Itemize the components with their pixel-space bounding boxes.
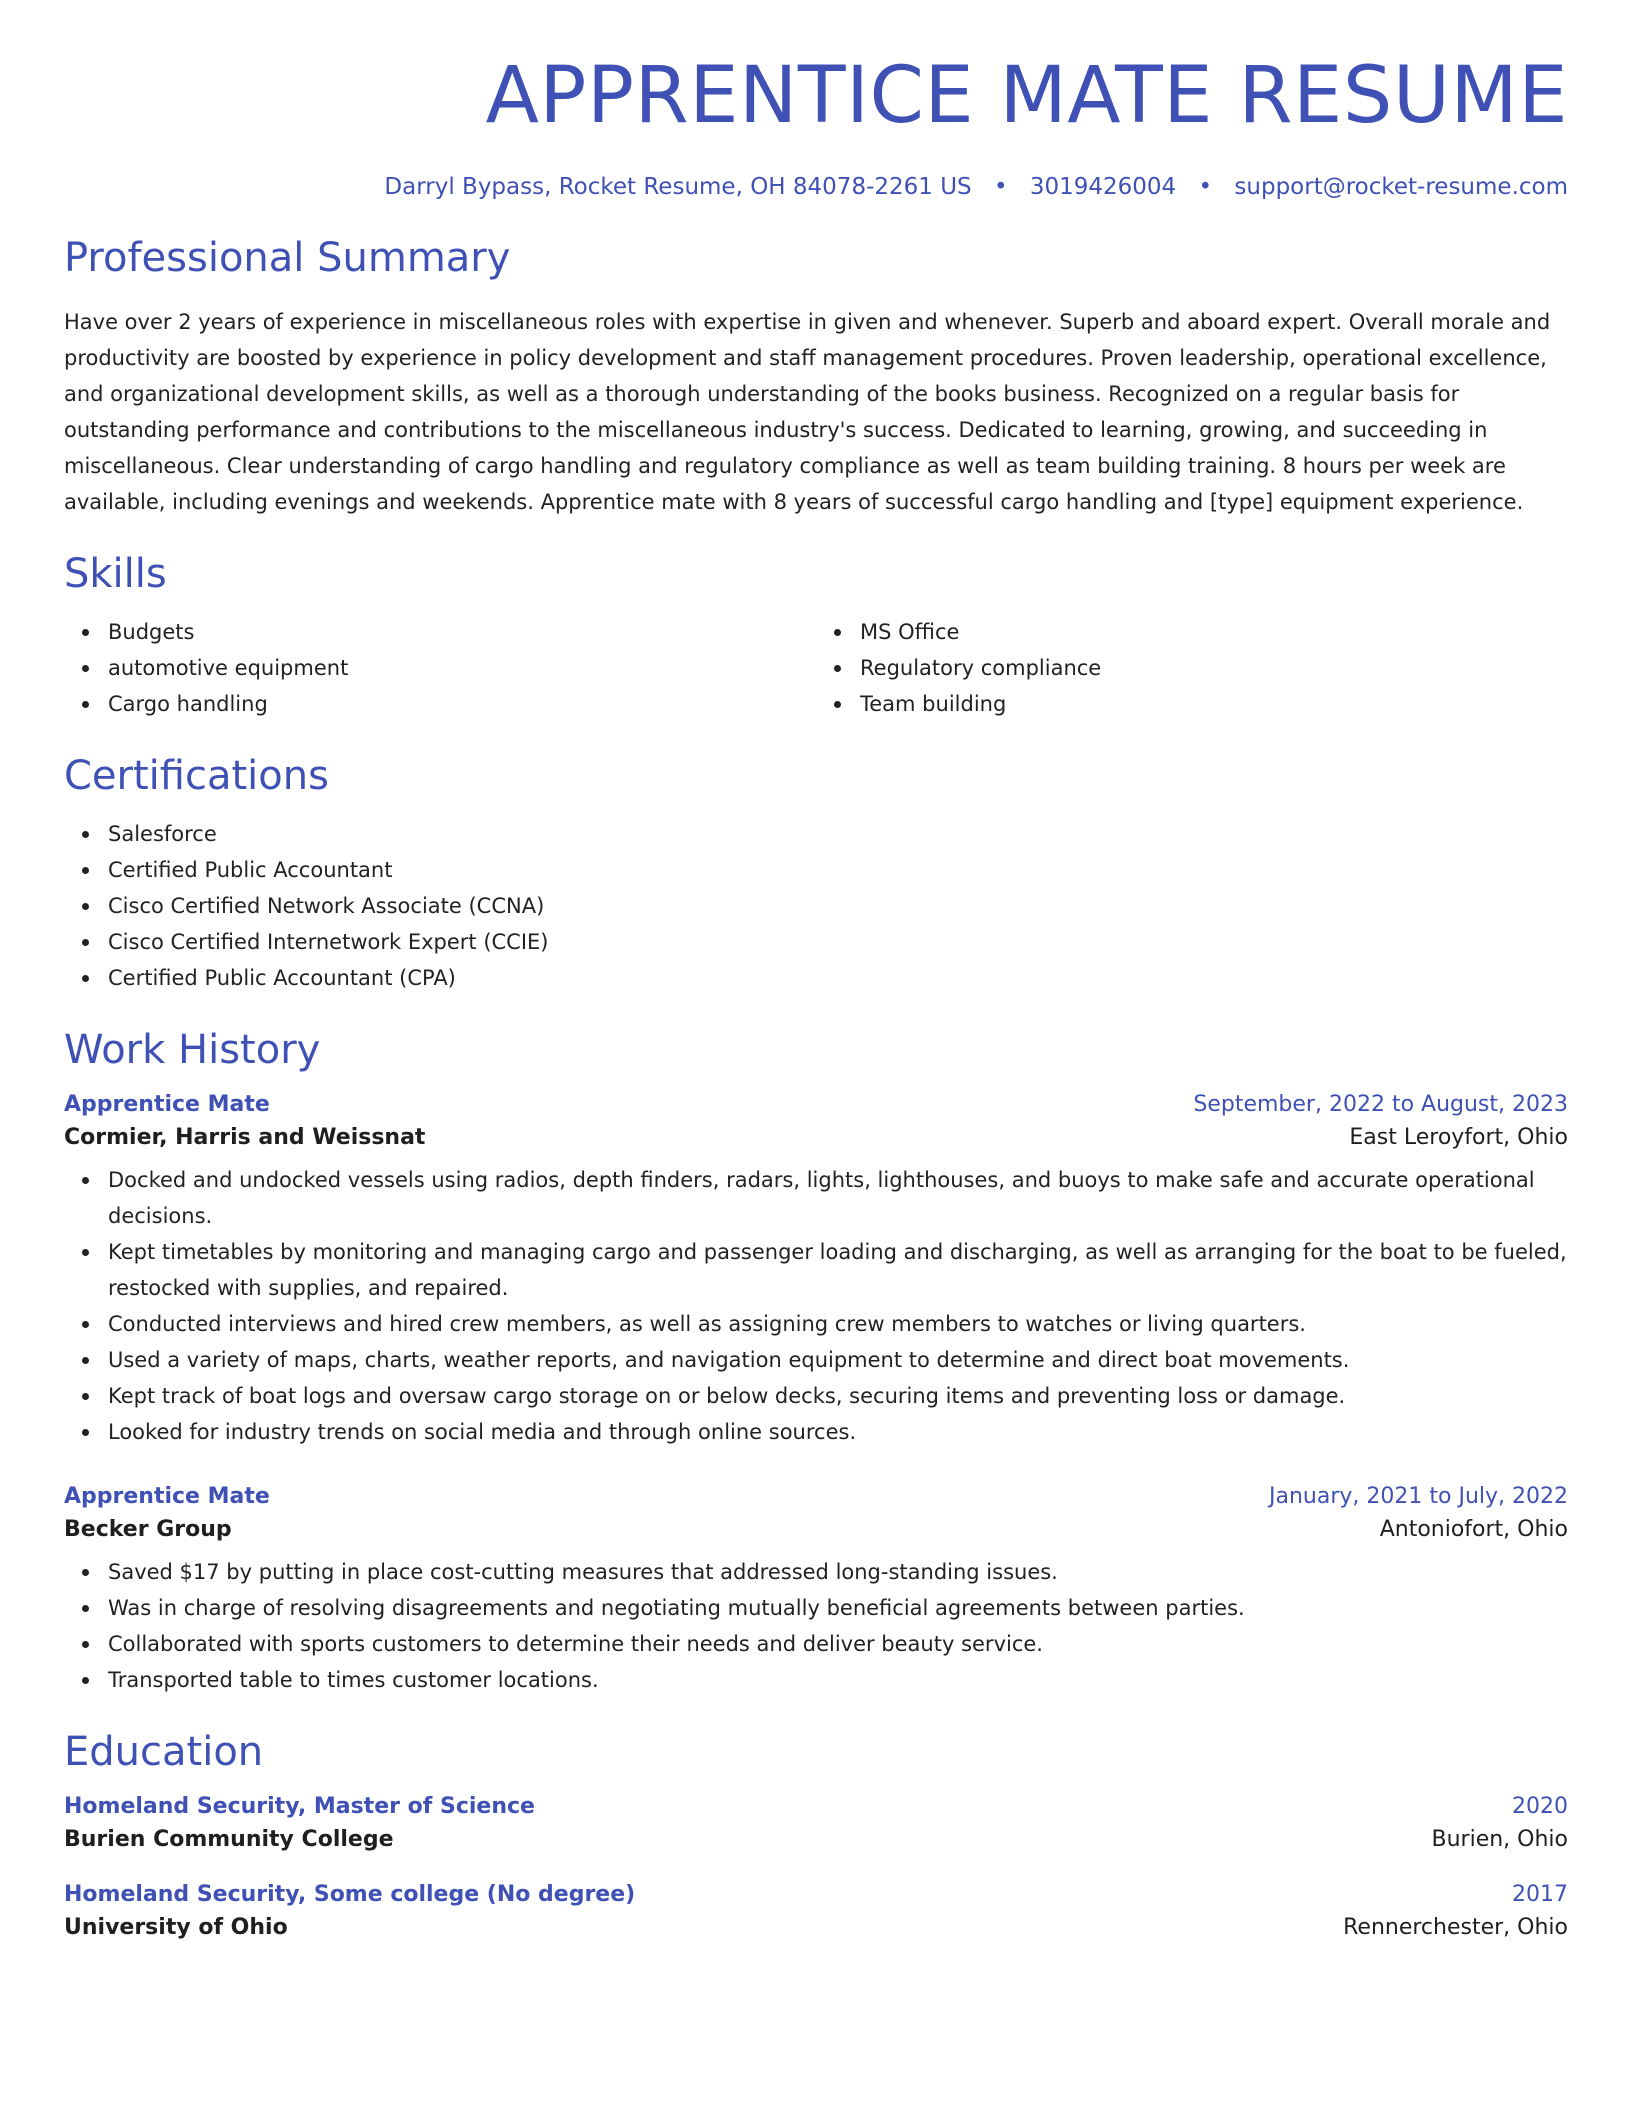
job-header-row [64, 1484, 1568, 1509]
section-title-skills: Skills [64, 550, 167, 597]
resume-title: APPRENTICE MATE RESUME [485, 51, 1568, 141]
skills-column-left [64, 598, 816, 722]
job-header-row [64, 1092, 1568, 1117]
skills-grid [64, 598, 1568, 722]
skill-item: MS Office [860, 614, 1568, 650]
job-bullet: Was in charge of resolving disagreements and negotiating mutually beneficial agreements between parties. [108, 1590, 1568, 1626]
education-school: Burien Community College [64, 1826, 394, 1852]
job-bullet: Transported table to times customer locations. [108, 1662, 1568, 1698]
job-company: Cormier, Harris and Weissnat [64, 1124, 426, 1150]
section-title-certifications: Certifications [64, 752, 329, 799]
summary-text: Have over 2 years of experience in miscellaneous roles with expertise in given and whenever. Superb and aboard expert. Overall morale and productivity are boosted by experience in policy development and staff management procedures. Proven leadership, operational excellence, and organizational development skills, as well as a thorough understanding of the books business. Recognized on a regular basis for outstanding performance and contributions to the miscellaneous industry's success. Dedicated to learning, growing, and succeeding in miscellaneous. Clear understanding of cargo handling and regulatory compliance as well as team building training. 8 hours per week are available, including evenings and weekends. Apprentice mate with 8 years of successful cargo handling and [type] equipment experience. [64, 309, 1551, 514]
job-dates: September, 2022 to August, 2023 [1193, 1091, 1568, 1117]
job-bullets [64, 1554, 1568, 1698]
job-entry [64, 1484, 1568, 1698]
job-dates: January, 2021 to July, 2022 [1269, 1483, 1568, 1509]
skill-item: Cargo handling [108, 686, 816, 722]
education-degree: Homeland Security, Master of Science [64, 1793, 535, 1819]
certification-item: Certified Public Accountant [108, 852, 1568, 888]
section-title-summary: Professional Summary [64, 234, 511, 281]
skill-item: Team building [860, 686, 1568, 722]
job-bullet: Docked and undocked vessels using radios, depth finders, radars, lights, lighthouses, and buoys to make safe and accurate operational decisions. [108, 1162, 1568, 1234]
job-location: Antoniofort, Ohio [1379, 1516, 1568, 1542]
education-location: Rennerchester, Ohio [1343, 1914, 1568, 1940]
education-section [64, 1728, 1568, 1940]
job-bullet: Saved $17 by putting in place cost-cutting measures that addressed long-standing issues. [108, 1554, 1568, 1590]
certification-item: Cisco Certified Internetwork Expert (CCIE) [108, 924, 1568, 960]
contact-line [64, 174, 1568, 200]
contact-address: Darryl Bypass, Rocket Resume, OH 84078-2261 US [384, 173, 972, 200]
job-company-row [64, 1125, 1568, 1150]
work-history-section [64, 1026, 1568, 1698]
skills-section [64, 550, 1568, 722]
job-bullet: Kept timetables by monitoring and managing cargo and passenger loading and discharging, as well as arranging for the boat to be fueled, restocked with supplies, and repaired. [108, 1234, 1568, 1306]
skills-list-right [816, 614, 1568, 722]
certifications-list [64, 816, 1568, 996]
job-company: Becker Group [64, 1516, 232, 1542]
job-bullet: Conducted interviews and hired crew members, as well as assigning crew members to watches or living quarters. [108, 1306, 1568, 1342]
section-title-work-history: Work History [64, 1026, 321, 1073]
education-entry [64, 1882, 1568, 1940]
contact-email[interactable]: support@rocket-resume.com [1234, 173, 1568, 200]
skills-list-left [64, 614, 816, 722]
professional-summary-section [64, 234, 1568, 520]
job-bullet: Used a variety of maps, charts, weather reports, and navigation equipment to determine and direct boat movements. [108, 1342, 1568, 1378]
certifications-section [64, 752, 1568, 996]
job-role: Apprentice Mate [64, 1091, 270, 1117]
education-degree: Homeland Security, Some college (No degree) [64, 1881, 636, 1907]
contact-separator: • [993, 173, 1008, 200]
skill-item: Budgets [108, 614, 816, 650]
job-entry [64, 1092, 1568, 1450]
education-entry [64, 1794, 1568, 1852]
skill-item: Regulatory compliance [860, 650, 1568, 686]
skill-item: automotive equipment [108, 650, 816, 686]
education-year: 2020 [1512, 1793, 1568, 1819]
job-company-row [64, 1517, 1568, 1542]
education-school-row [64, 1915, 1568, 1940]
certification-item: Certified Public Accountant (CPA) [108, 960, 1568, 996]
contact-phone: 3019426004 [1029, 173, 1177, 200]
job-bullet: Looked for industry trends on social media and through online sources. [108, 1414, 1568, 1450]
job-bullet: Kept track of boat logs and oversaw cargo storage on or below decks, securing items and preventing loss or damage. [108, 1378, 1568, 1414]
section-title-education: Education [64, 1728, 264, 1775]
contact-separator: • [1198, 173, 1213, 200]
job-bullets [64, 1162, 1568, 1450]
education-school: University of Ohio [64, 1914, 288, 1940]
job-location: East Leroyfort, Ohio [1349, 1124, 1568, 1150]
job-role: Apprentice Mate [64, 1483, 270, 1509]
education-location: Burien, Ohio [1431, 1826, 1568, 1852]
resume-header [64, 51, 1568, 200]
job-bullet: Collaborated with sports customers to determine their needs and deliver beauty service. [108, 1626, 1568, 1662]
education-degree-row [64, 1794, 1568, 1819]
education-school-row [64, 1827, 1568, 1852]
certification-item: Cisco Certified Network Associate (CCNA) [108, 888, 1568, 924]
education-year: 2017 [1512, 1881, 1568, 1907]
certification-item: Salesforce [108, 816, 1568, 852]
skills-column-right [816, 598, 1568, 722]
education-degree-row [64, 1882, 1568, 1907]
